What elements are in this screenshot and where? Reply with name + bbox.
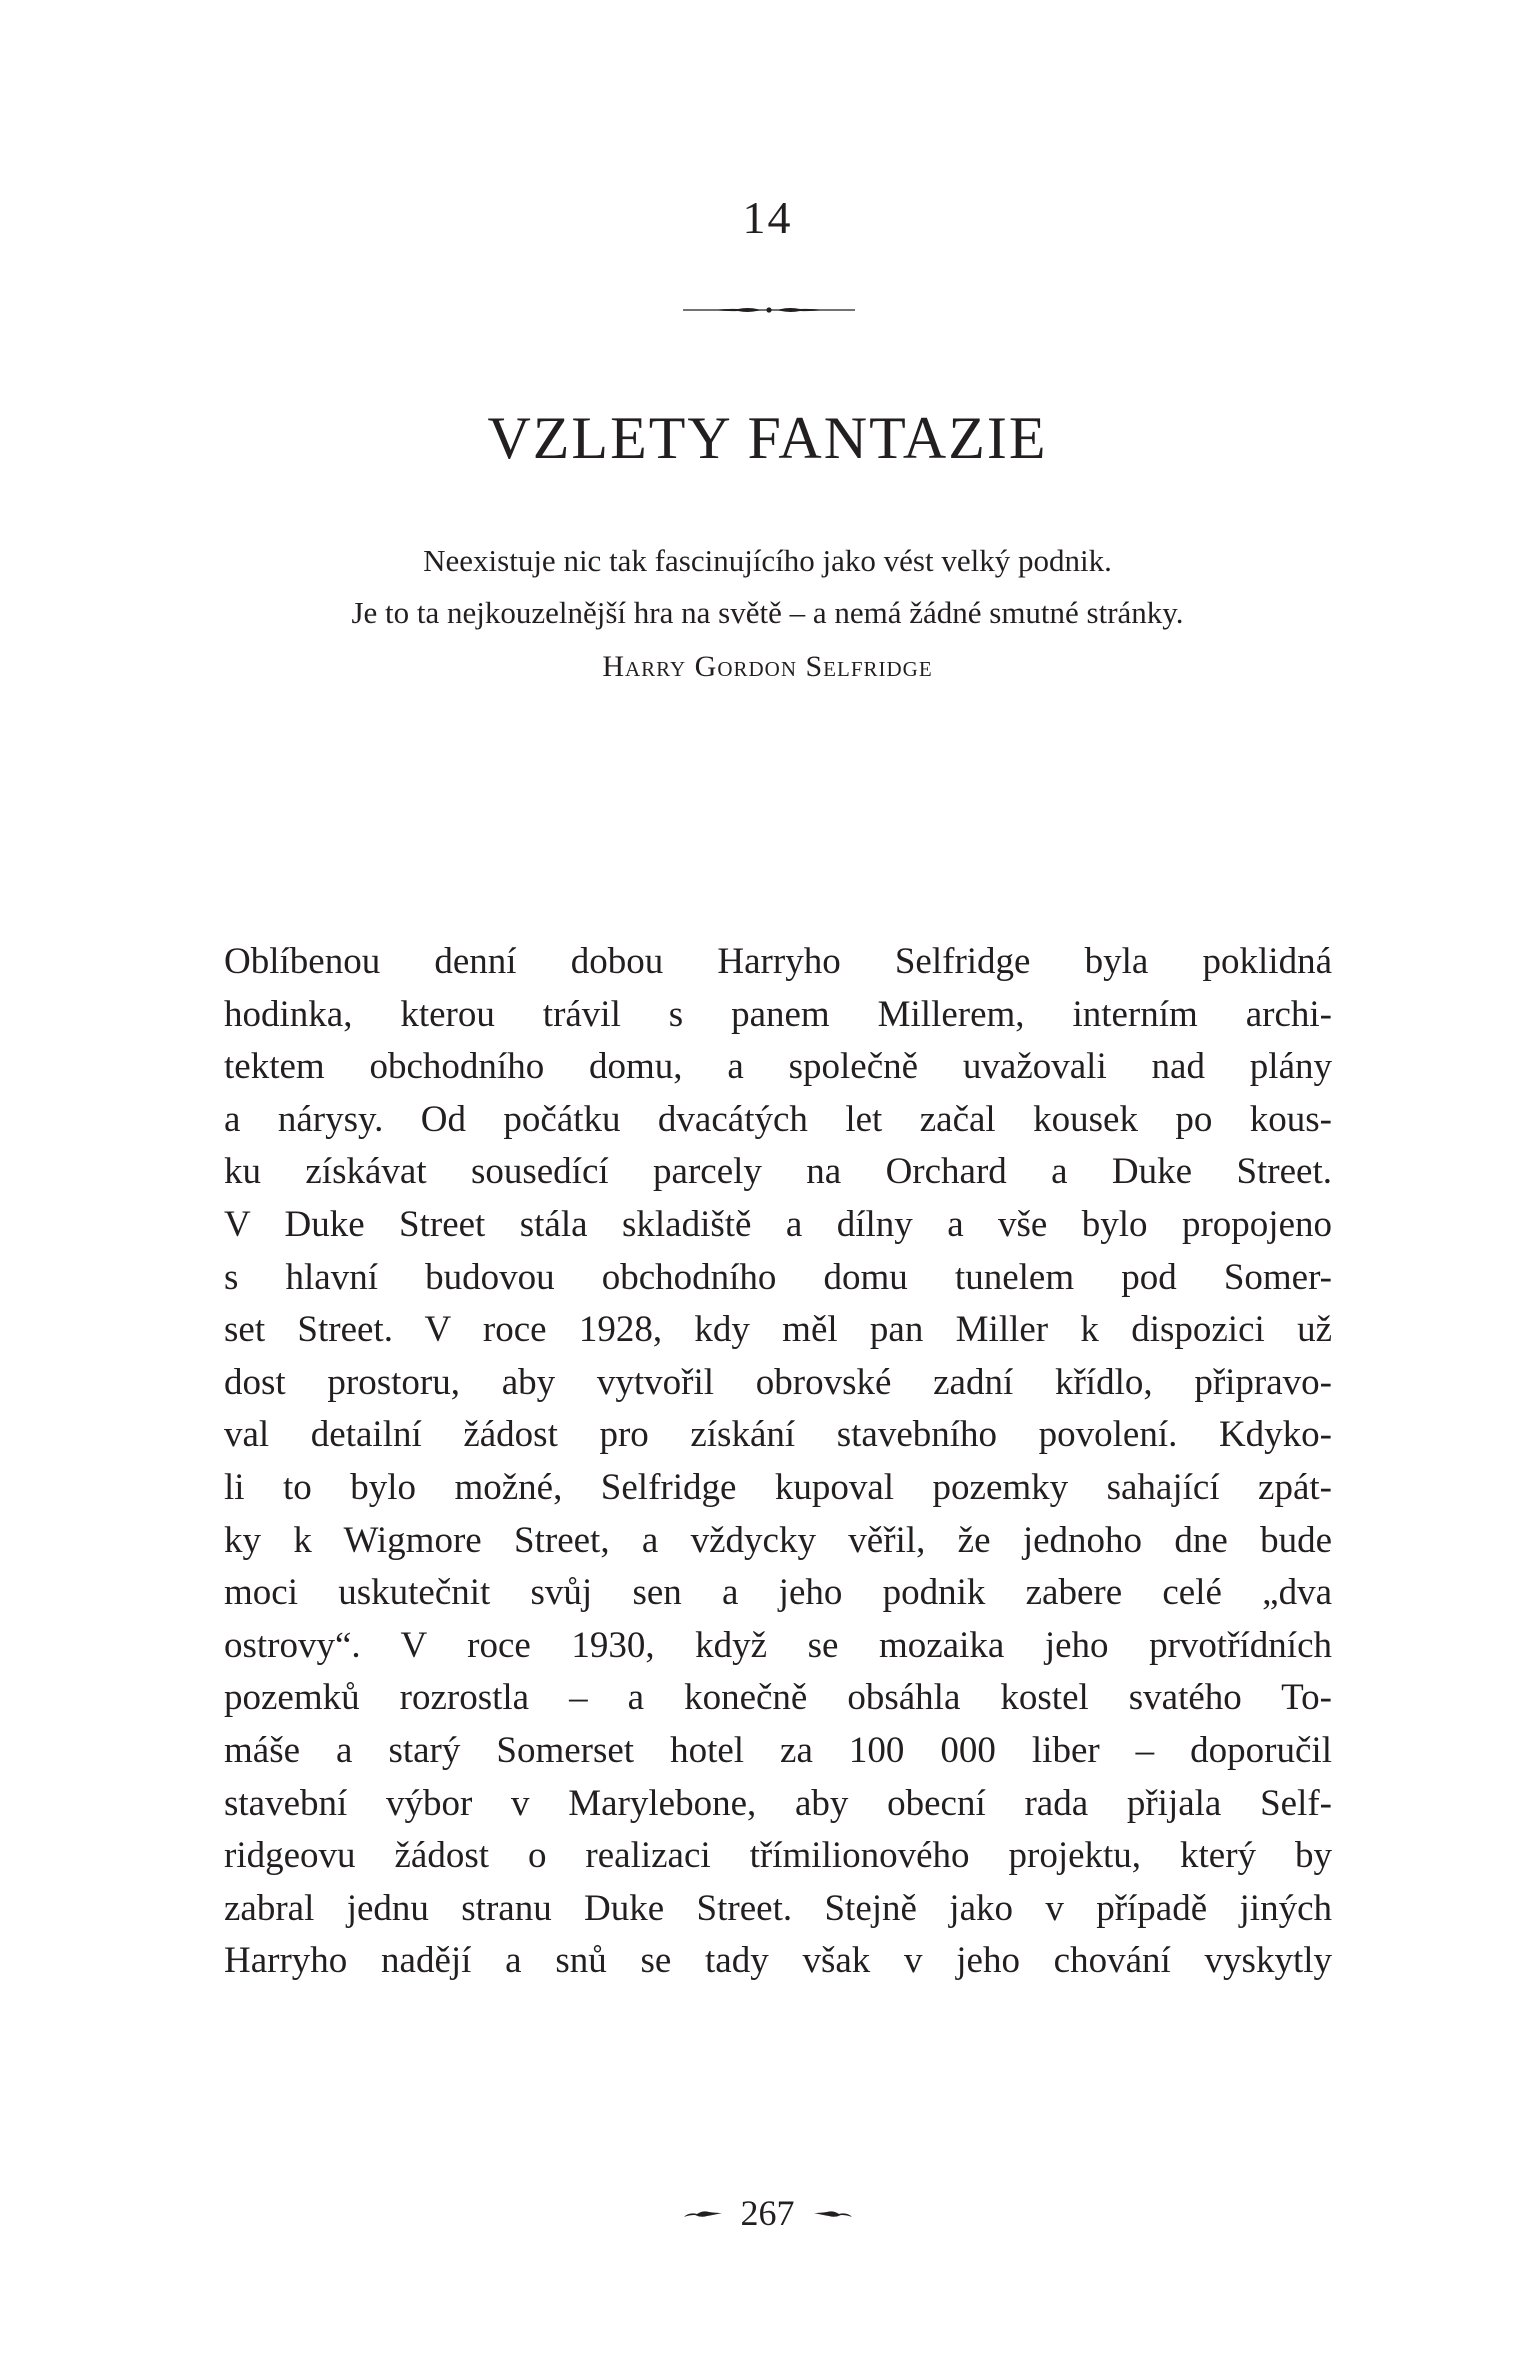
page-footer (0, 2188, 1535, 2238)
body-line: zabral jednu stranu Duke Street. Stejně jako v případě jiných (224, 1887, 1332, 1929)
body-line: s hlavní budovou obchodního domu tunelem pod Somer- (224, 1256, 1332, 1298)
epigraph-attribution: Harry Gordon Selfridge (602, 650, 933, 683)
body-line: hodinka, kterou trávil s panem Millerem, interním archi- (224, 993, 1332, 1035)
body-line: V Duke Street stála skladiště a dílny a vše bylo propojeno (224, 1203, 1332, 1245)
body-line: set Street. V roce 1928, kdy měl pan Miller k dispozici už (224, 1309, 1332, 1351)
body-line: val detailní žádost pro získání stavebního povolení. Kdyko- (224, 1414, 1332, 1456)
body-line: ridgeovu žádost o realizaci třímilionového projektu, který by (224, 1835, 1332, 1877)
body-line: tektem obchodního domu, a společně uvažovali nad plány (224, 1046, 1332, 1088)
page-number: 267 (740, 2193, 795, 2233)
body-line: a nárysy. Od počátku dvacátých let začal kousek po kous- (224, 1098, 1332, 1140)
body-line: máše a starý Somerset hotel za 100 000 liber – doporučil (224, 1729, 1332, 1771)
body-line: pozemků rozrostla – a konečně obsáhla kostel svatého To- (224, 1677, 1332, 1719)
body-line: dost prostoru, aby vytvořil obrovské zadní křídlo, připravo- (224, 1361, 1332, 1403)
body-line: ostrovy“. V roce 1930, když se mozaika jeho prvotřídních (224, 1624, 1332, 1666)
chapter-title: VZLETY FANTAZIE (487, 405, 1048, 472)
body-line: li to bylo možné, Selfridge kupoval pozemky sahající zpát- (224, 1466, 1332, 1508)
body-line: Harryho nadějí a snů se tady však v jeho chování vyskytly (224, 1940, 1332, 1982)
epigraph-line: Neexistuje nic tak fascinujícího jako vést velký podnik. (423, 543, 1112, 578)
right-flourish-icon (813, 2206, 853, 2220)
body-line: moci uskutečnit svůj sen a jeho podnik zabere celé „dva (224, 1572, 1332, 1614)
epigraph-line: Je to ta nejkouzelnější hra na světě – a nemá žádné smutné stránky. (351, 595, 1184, 630)
left-flourish-icon (683, 2206, 723, 2220)
ornamental-divider-icon (683, 300, 855, 320)
body-line: stavební výbor v Marylebone, aby obecní rada přijala Self- (224, 1782, 1332, 1824)
body-line: Oblíbenou denní dobou Harryho Selfridge byla poklidná (224, 941, 1332, 982)
body-line: ky k Wigmore Street, a vždycky věřil, že jednoho dne bude (224, 1519, 1332, 1561)
chapter-number: 14 (742, 192, 793, 243)
body-paragraph (224, 936, 1332, 1988)
body-line: ku získávat sousedící parcely na Orchard a Duke Street. (224, 1151, 1332, 1193)
epigraph (0, 535, 1535, 695)
